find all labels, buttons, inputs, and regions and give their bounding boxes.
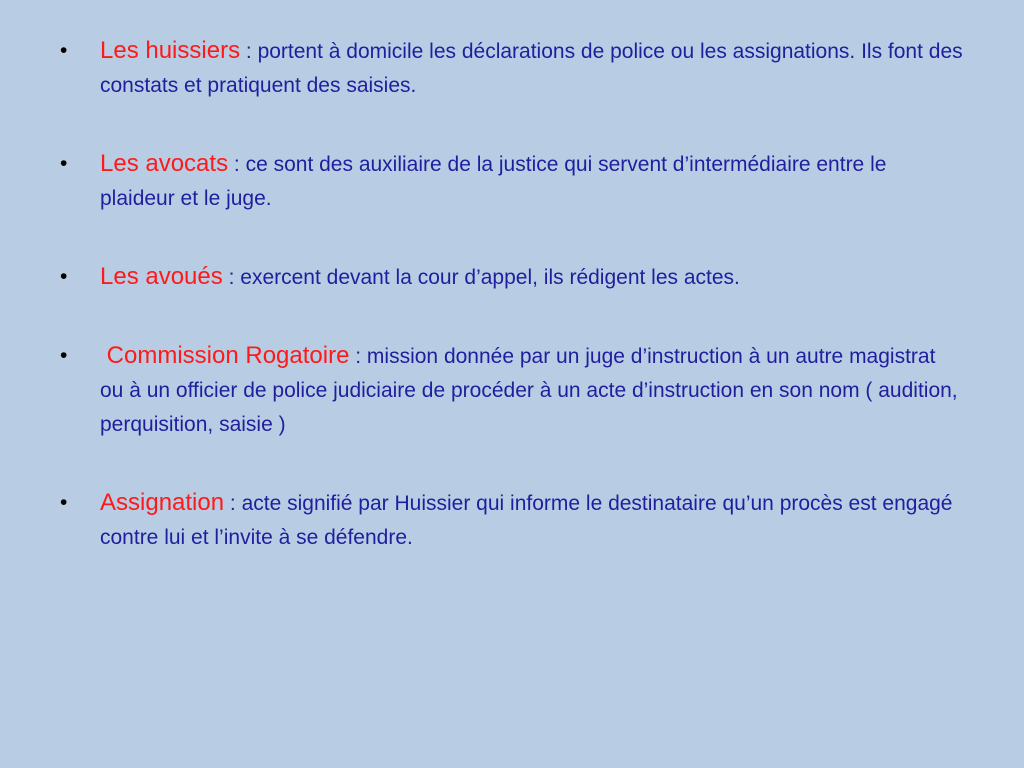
bullet-icon: • (60, 265, 68, 288)
term-label: Assignation (100, 489, 225, 516)
term-description: : mission donnée par un juge d’instruction à un autre magistrat ou à un officier de police judiciaire de procéder à un acte d’instruction en son nom ( audition, perquisition, saisie ) (100, 345, 958, 436)
bullet-icon: • (60, 491, 68, 514)
bullet-icon: • (60, 344, 68, 367)
list-item-avocats (60, 147, 964, 216)
term-label: Commission Rogatoire (100, 342, 350, 369)
term-label: Les huissiers (100, 37, 241, 64)
bullet-icon: • (60, 152, 68, 175)
term-label: Les avoués (100, 263, 223, 290)
term-description: : portent à domicile les déclarations de police ou les assignations. Ils font des constats et pratiquent des saisies. (100, 40, 963, 97)
bullet-list (60, 34, 964, 555)
list-item-commission-rogatoire (60, 339, 964, 442)
list-item-huissiers (60, 34, 964, 103)
list-item-avoues (60, 260, 964, 295)
bullet-icon: • (60, 39, 68, 62)
term-description: : ce sont des auxiliaire de la justice qui servent d’intermédiaire entre le plaideur et le juge. (100, 153, 887, 210)
term-label: Les avocats (100, 150, 229, 177)
list-item-assignation (60, 486, 964, 555)
term-description: : acte signifié par Huissier qui informe le destinataire qu’un procès est engagé contre lui et l’invite à se défendre. (100, 492, 953, 549)
term-description: : exercent devant la cour d’appel, ils rédigent les actes. (222, 266, 740, 289)
